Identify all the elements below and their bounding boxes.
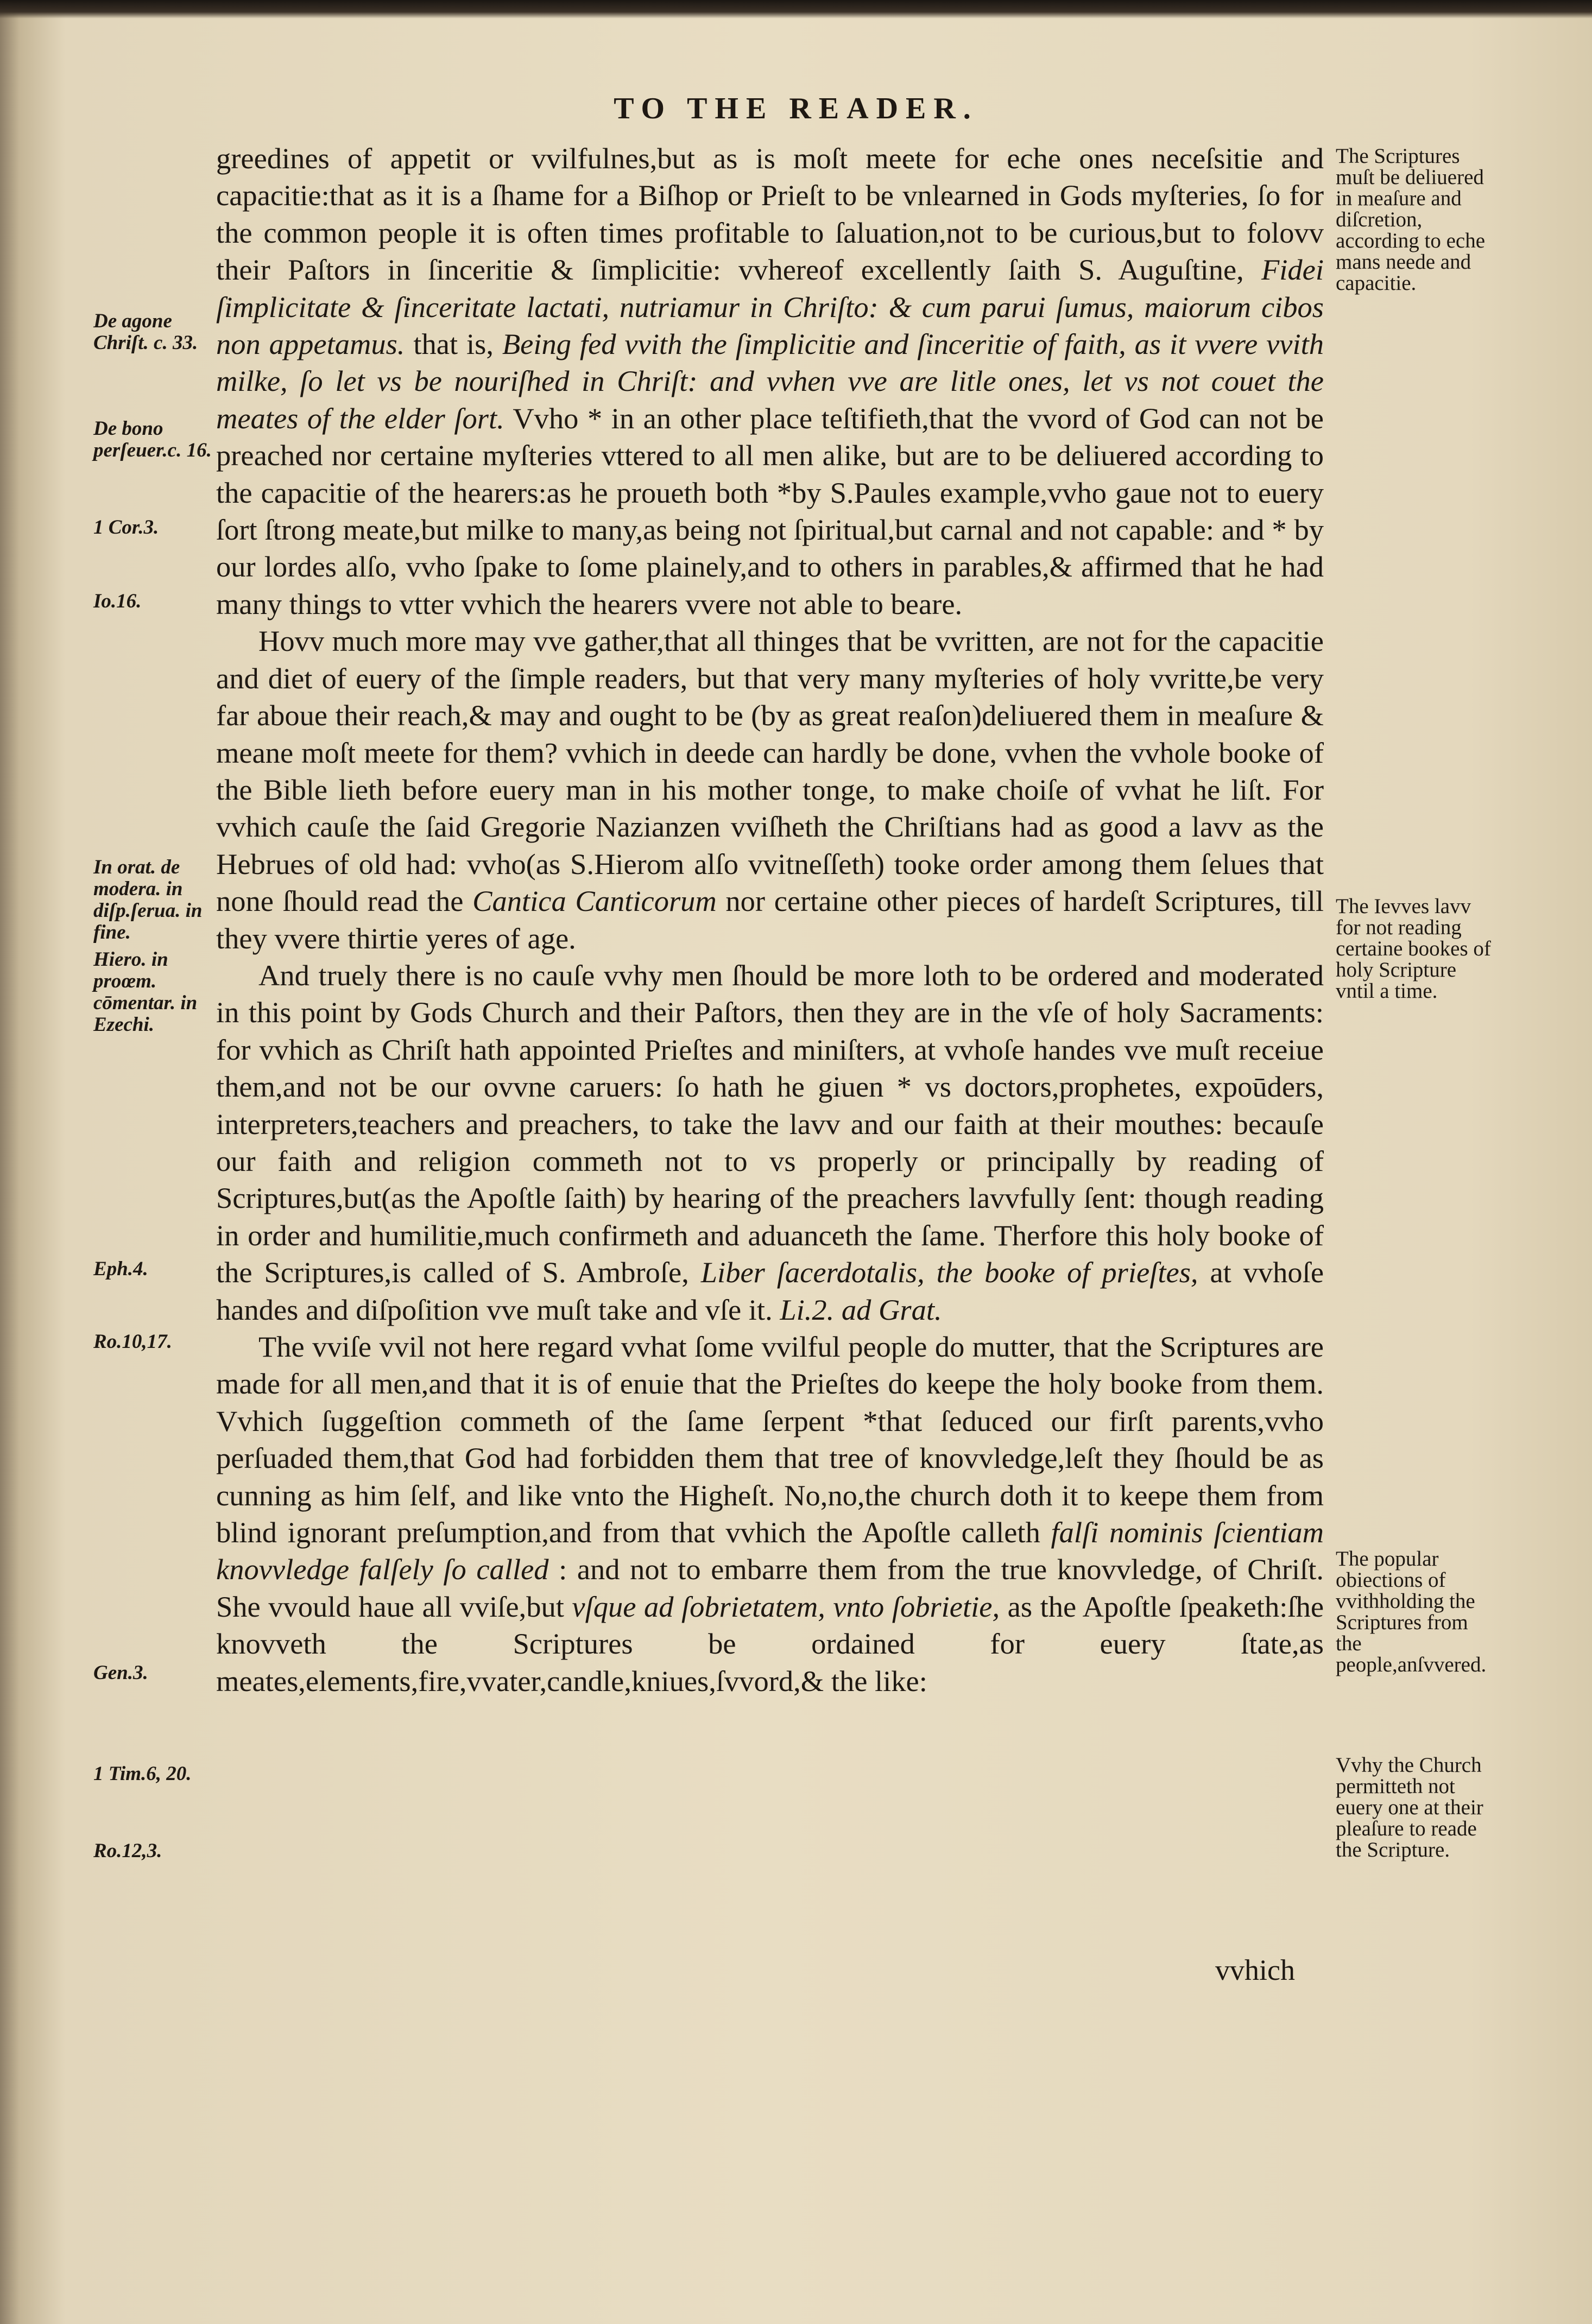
paragraph-1: [216, 140, 1324, 623]
left-margin-note: Gen.3.: [93, 1662, 148, 1684]
right-margin-note: The Ievves lavv for not reading certaine bookes of holy Scripture vntil a time.: [1336, 895, 1491, 1003]
left-margin-note: Ro.12,3.: [93, 1840, 162, 1862]
book-title: Cantica Canticorum: [472, 884, 717, 918]
latin-quote: Fidei ſimplicitate & ſinceritate lactati, nutriamur in Chriſto: & cum parui ſumus, maiorum cibos non appetamus.: [216, 253, 1324, 361]
latin-quote: falſi nominis ſcientiam knovvledge falſely ſo called: [216, 1516, 1324, 1586]
left-margin-note: 1 Cor.3.: [93, 516, 159, 539]
left-margin-note: De bono perſeuer.c. 16.: [93, 417, 212, 461]
catchword: vvhich: [1215, 1954, 1295, 1986]
text-segment: : and not to embarre them from the true knovvledge, of Chriſt. She vvould haue all vviſe,but: [216, 1553, 1324, 1623]
main-text: [216, 140, 1324, 1700]
page-top-edge: [0, 0, 1592, 18]
latin-quote: vſque ad ſobrietatem, vnto ſobrietie,: [572, 1590, 1000, 1623]
left-margin-note: Io.16.: [93, 590, 142, 612]
latin-quote: Liber ſacerdotalis, the booke of prieſtes,: [700, 1256, 1198, 1289]
text-segment: that is,: [413, 327, 494, 361]
paragraph-2: [216, 623, 1324, 957]
text-segment: greedines of appetit or vvilfulnes,but as is moſt meete for eche ones neceſsitie and capacitie:that as it is a ſhame for a Biſhop or Prieſt to be vnlearned in Gods myſteries, ſo for the common people it is often times profitable to ſaluation,not to be curious,but to folovv their Paſtors in ſinceritie & ſimplicitie: vvhereof excellently ſaith S. Auguſtine,: [216, 142, 1324, 287]
running-header: TO THE READER.: [614, 92, 978, 125]
english-quote: Being fed vvith the ſimplicitie and ſinceritie of faith, as it vvere vvith milke, ſo let vs be nouriſhed in Chriſt: and vvhen vve are litle ones, let vs not couet the meates of the elder ſort.: [216, 327, 1324, 435]
text-segment: at vvhoſe handes and diſpoſition vve muſt take and vſe it.: [216, 1256, 1324, 1326]
paragraph-4: [216, 1328, 1324, 1700]
right-margin-note: Vvhy the Church permitteth not euery one at their pleaſure to reade the Scripture.: [1336, 1753, 1483, 1861]
text-segment: And truely there is no cauſe vvhy men ſhould be more loth to be ordered and moderated in this point by Gods Church and their Paſtors, then they are in the vſe of holy Sacraments: for vvhich as Chriſt hath appointed Prieſtes and miniſters, at vvhoſe handes vve muſt receiue them,and not be our ovvne caruers: ſo hath he giuen * vs doctors,prophetes, expoūders, interpreters,teachers and preachers, to take the lavv and our faith at their mouthes: becauſe our faith and religion commeth not to vs properly or principally by reading of Scriptures,but(as the Apoſtle ſaith) by hearing of the preachers lavvfully ſent: though reading in order and humilitie,much confirmeth and aduanceth the ſame. Therfore this holy booke of the Scriptures,is called of S. Ambroſe,: [216, 958, 1324, 1289]
text-segment: Hovv much more may vve gather,that all thinges that be vvritten, are not for the capacitie and diet of euery of the ſimple readers, but that very many myſteries of holy vvritte,be very far aboue their reach,& may and ought to be (by as great reaſon)deliuered them in meaſure & meane moſt meete for them? vvhich in deede can hardly be done, vvhen the vvhole booke of the Bible lieth before euery man in his mother tonge, to make choiſe of vvhat he liſt. For vvhich cauſe the ſaid Gregorie Nazianzen vviſheth the Chriſtians had as good a lavv as the Hebrues of old had: vvho(as S.Hierom alſo vvitneſſeth) tooke order among them ſelues that none ſhould read the: [216, 624, 1324, 918]
citation: Li.2. ad Grat.: [780, 1293, 942, 1326]
text-segment: nor certaine other pieces of hardeſt Scriptures, till they vvere thirtie yeres of age.: [216, 884, 1324, 955]
left-margin-note: In orat. de modera. in diſp.ſerua. in fine.: [93, 856, 203, 943]
text-segment: Vvho * in an other place teſtifieth,that the vvord of God can not be preached nor certaine myſteries vttered to all men alike, but are to be deliuered according to the capacitie of the hearers:as he proueth both *by S.Paules example,vvho gaue not to euery ſort ſtrong meate,but milke to many,as being not ſpiritual,but carnal and not capable: and * by our lordes alſo, vvho ſpake to ſome plainely,and to others in parables,& affirmed that he had many things to vtter vvhich the hearers vvere not able to beare.: [216, 401, 1324, 620]
paragraph-3: [216, 957, 1324, 1328]
text-segment: as the Apoſtle ſpeaketh:ſhe knovveth the Scriptures be ordained for euery ſtate,as meates,elements,fire,vvater,candle,kniues,ſvvord,& the like:: [216, 1590, 1324, 1698]
right-margin-note: The popular obiections of vvithholding the Scriptures from the people,anſvvered.: [1336, 1547, 1487, 1676]
text-segment: The vviſe vvil not here regard vvhat ſome vvilful people do mutter, that the Scriptures are made for all men,and that it is of enuie that the Prieſtes do keepe the holy booke from them. Vvhich ſuggeſtion commeth of the ſame ſerpent *that ſeduced our firſt parents,vvho perſuaded them,that God had forbidden them that tree of knovvledge,leſt they ſhould be as cunning as him ſelf, and like vnto the Higheſt. No,no,the church doth it to keepe them from blind ignorant preſumption,and from that vvhich the Apoſtle calleth: [216, 1330, 1324, 1549]
left-margin-note: Eph.4.: [93, 1258, 148, 1280]
left-margin-note: 1 Tim.6, 20.: [93, 1763, 192, 1785]
left-margin-note: Hiero. in proœm. cōmentar. in Ezechi.: [93, 948, 198, 1036]
right-margin-note: The Scriptures muſt be deliuered in meaſure and diſcretion, according to eche mans neede and capacitie.: [1336, 144, 1486, 295]
left-margin-note: Ro.10,17.: [93, 1331, 172, 1353]
left-margin-note: De agone Chriſt. c. 33.: [93, 310, 198, 354]
